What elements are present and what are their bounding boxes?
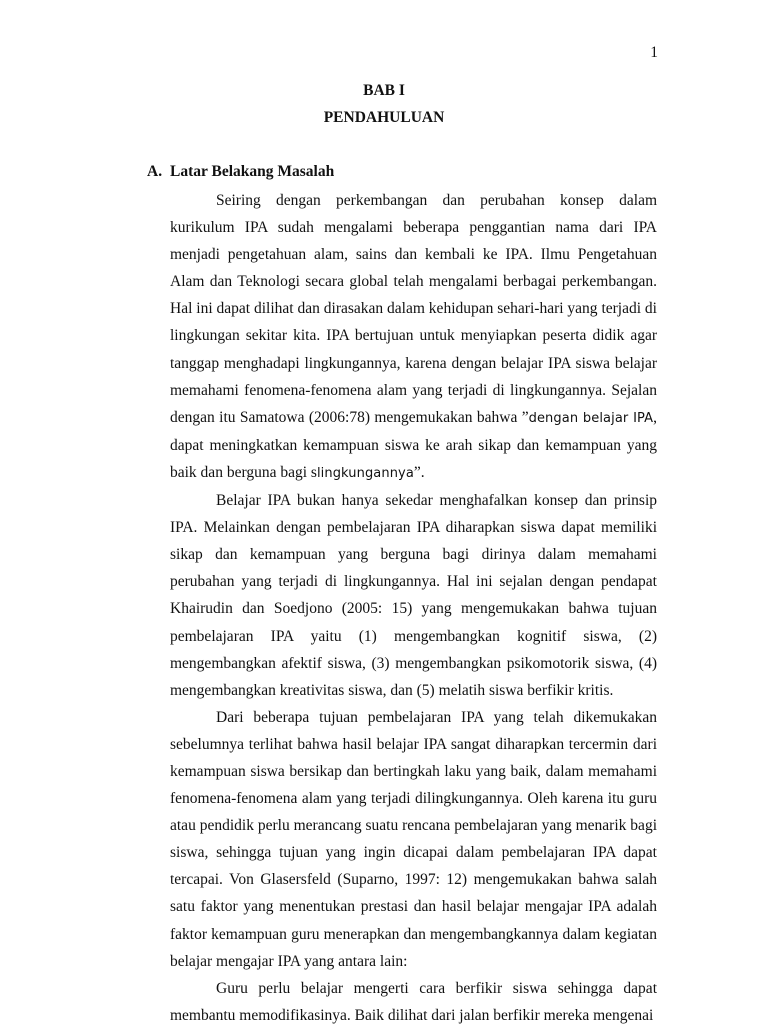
- chapter-title: PENDAHULUAN: [323, 109, 445, 126]
- paragraph-1-text-c: ”.: [413, 463, 425, 481]
- body-text: [170, 187, 657, 1029]
- paragraph-1-text-b: , dapat meningkatkan kemampuan siswa ke arah sikap dan kemampuan yang baik dan berguna bagi s: [170, 408, 658, 481]
- quote-sans-a: dengan belajar IPA: [528, 410, 654, 426]
- paragraph-4: Guru perlu belajar mengerti cara berfikir siswa sehingga dapat membantu memodifikasinya. Baik dilihat dari jalan berfikir mereka mengenai: [170, 979, 657, 1024]
- chapter-heading: BAB I: [363, 82, 405, 99]
- paragraph-3: Dari beberapa tujuan pembelajaran IPA yang telah dikemukakan sebelumnya terlihat bahwa hasil belajar IPA sangat diharapkan tercermin dari kemampuan siswa bersikap dan bertingkah laku yang baik, dalam memahami fenomena-fenomena alam yang terjadi dilingkungannya. Oleh karena itu guru atau pendidik perlu merancang suatu rencana pembelajaran yang menarik bagi siswa, sehingga tujuan yang ingin dicapai dalam pembelajaran IPA dapat tercapai. Von Glasersfeld (Suparno, 1997: 12) mengemukakan bahwa salah satu faktor yang menentukan prestasi dan hasil belajar mengajar IPA adalah faktor kemampuan guru menerapkan dan mengembangkannya dalam kegiatan belajar mengajar IPA yang antara lain:: [170, 708, 657, 970]
- paragraph-1: [170, 187, 657, 487]
- paragraph-2: Belajar IPA bukan hanya sekedar menghafalkan konsep dan prinsip IPA. Melainkan dengan pembelajaran IPA diharapkan siswa dapat memiliki sikap dan kemampuan yang berguna bagi dirinya dalam memahami perubahan yang terjadi di lingkungannya. Hal ini sejalan dengan pendapat Khairudin dan Soedjono (2005: 15) yang mengemukakan bahwa tujuan pembelajaran IPA yaitu (1) mengembangkan kognitif siswa, (2) mengembangkan afektif siswa, (3) mengembangkan psikomotorik siswa, (4) mengembangkan kreativitas siswa, dan (5) melatih siswa berfikir kritis.: [170, 492, 657, 699]
- section-label: A.: [147, 163, 163, 180]
- section-heading: [147, 163, 334, 181]
- paragraph-1-text-a: Seiring dengan perkembangan dan perubahan konsep dalam kurikulum IPA sudah mengalami beberapa penggantian nama dari IPA menjadi pengetahuan alam, sains dan kembali ke IPA. Ilmu Pengetahuan Alam dan Teknologi secara global telah mengalami berbagai perkembangan. Hal ini dapat dilihat dan dirasakan dalam kehidupan sehari-hari yang terjadi di lingkungan sekitar kita. IPA bertujuan untuk menyiapkan peserta didik agar tanggap menghadapi lingkungannya, karena dengan belajar IPA siswa belajar memahami fenomena-fenomena alam yang terjadi di lingkungannya. Sejalan dengan itu Samatowa (2006:78) mengemukakan bahwa ”: [170, 192, 657, 426]
- section-title: Latar Belakang Masalah: [170, 163, 335, 180]
- quote-sans-b: lingkungannya: [316, 465, 414, 481]
- page-number: 1: [650, 44, 658, 61]
